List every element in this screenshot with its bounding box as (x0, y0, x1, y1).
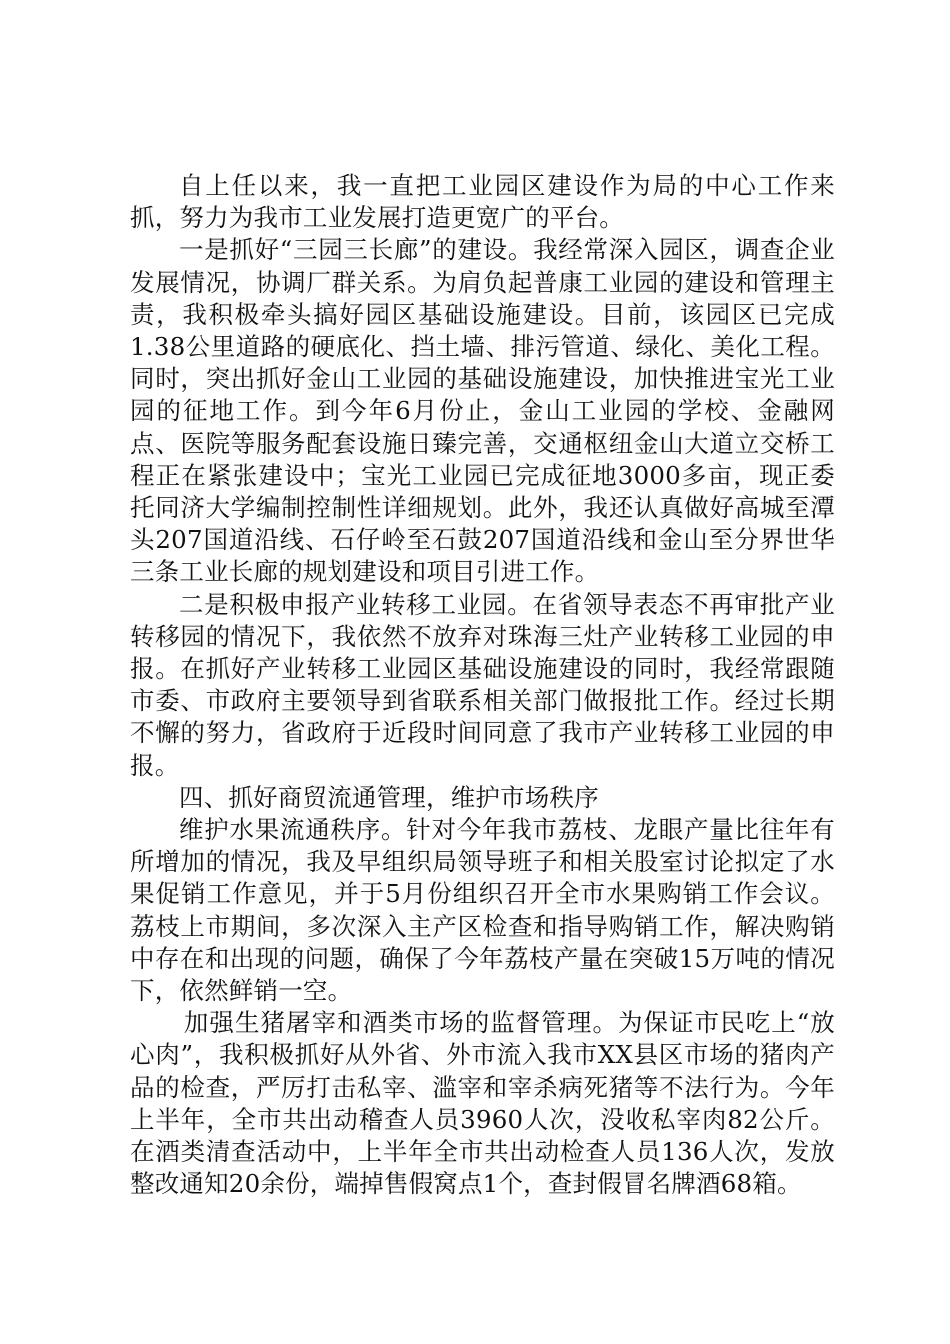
section-heading-commerce: 四、抓好商贸流通管理，维护市场秩序 (179, 782, 599, 812)
paragraph-fruit-circulation: 维护水果流通秩序。针对今年我市荔枝、龙眼产量比往年有所增加的情况，我及早组织局领导班子和相关股室讨论拟定了水果促销工作意见，并于5月份组织召开全市水果购销工作会议。荔枝上市期间，多次深入主产区检查和指导购销工作，解决购销中存在和出现的问题，确保了今年荔枝产量在突破15万吨的情况下，依然鲜销一空。 (130, 815, 835, 1006)
document-body (130, 170, 835, 1201)
paragraph-intro: 自上任以来，我一直把工业园区建设作为局的中心工作来抓，努力为我市工业发展打造更宽广的平台。 (130, 171, 835, 233)
paragraph-pig-wine-supervision: 加强生猪屠宰和酒类市场的监督管理。为保证市民吃上“放心肉”，我积极抓好从外省、外市流入我市XX县区市场的猪肉产品的检查，严厉打击私宰、滥宰和宰杀病死猪等不法行为。今年上半年，全市共出动稽查人员3960人次，没收私宰肉82公斤。在酒类清查活动中，上半年全市共出动检查人员136人次，发放整改通知20余份，端掉售假窝点1个，查封假冒名牌酒68箱。 (130, 1008, 835, 1199)
paragraph-transfer-park: 二是积极申报产业转移工业园。在省领导表态不再审批产业转移园的情况下，我依然不放弃对珠海三灶产业转移工业园的申报。在抓好产业转移工业园区基础设施建设的同时，我经常跟随市委、市政府主要领导到省联系相关部门做报批工作。经过长期不懈的努力，省政府于近段时间同意了我市产业转移工业园的申报。 (130, 589, 835, 780)
paragraph-industrial-parks: 一是抓好“三园三长廊”的建设。我经常深入园区，调查企业发展情况，协调厂群关系。为肩负起普康工业园的建设和管理主责，我积极牵头搞好园区基础设施建设。目前，该园区已完成1.38公里道路的硬底化、挡土墙、排污管道、绿化、美化工程。同时，突出抓好金山工业园的基础设施建设，加快推进宝光工业园的征地工作。到今年6月份止，金山工业园的学校、金融网点、医院等服务配套设施日臻完善，交通枢纽金山大道立交桥工程正在紧张建设中；宝光工业园已完成征地3000多亩，现正委托同济大学编制控制性详细规划。此外，我还认真做好高城至潭头207国道沿线、石仔岭至石鼓207国道沿线和金山至分界世华三条工业长廊的规划建设和项目引进工作。 (130, 235, 835, 587)
